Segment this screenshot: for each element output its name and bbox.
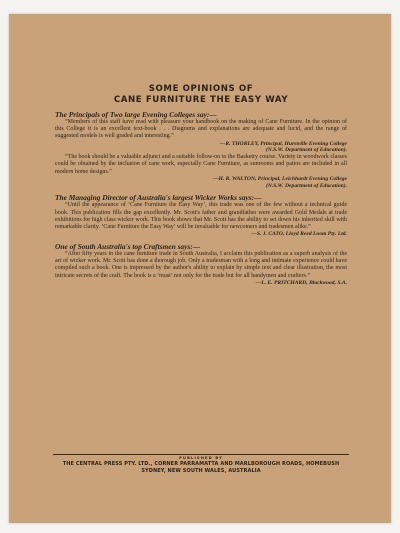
section-heading: One of South Australia's top Craftsmen says:— [55,242,201,252]
footer-divider [53,454,349,455]
quote-text: “Members of this staff have read with pleasure your handbook on the making of Cane Furniture. In the opinion of this College it is an excellent text-book . . . Diagrams and explanations are adequate and lucid, and the range of suggested models is well graded and interesting.” [55,119,347,140]
quote-attribution: —R. THORLEY, Principal, Hurstville Evening College [219,140,347,147]
published-by-label: PUBLISHED BY [179,456,223,460]
title-line-2: CANE FURNITURE THE EASY WAY [113,95,289,105]
quote-attribution-affiliation: (N.S.W. Department of Education). [265,147,347,154]
quote-attribution-affiliation: (N.S.W. Department of Education). [265,182,347,189]
opinions-content [55,84,347,287]
title-line-1: SOME OPINIONS OF [148,84,254,94]
quote-attribution: —H. R. WALTON, Principal, Leichhardt Evening College [212,175,347,182]
quote-attribution: —L. E. PRITCHARD, Blackwood, S.A. [255,279,347,286]
quote-text: “The book should be a valuable adjunct and a suitable follow-on to the Basketry course. Variety in woodwork classes could be obtained by the inclusion of cane work, especially Cane Furniture, as sunrooms and patios are included in all modern home designs.” [55,154,347,175]
section-heading: The Principals of Two large Evening Colleges say:— [55,110,217,119]
publisher-footer [53,454,349,474]
quote-text: “After fifty years in the cane furniture trade in South Australia, I acclaim this publication as a superb analysis of the art of wicker work. Mr. Scott has done a thorough job. Only a tradesman with a long and intimate experience could have compiled such a book. One is impressed by the author's ability to explain by simple text and clear illustration, the most intricate secrets of the craft. The book is a ‘must’ not only for the trade but for all handymen and crafters.” [55,251,347,279]
publisher-address-line-1: THE CENTRAL PRESS PTY. LTD., CORNER PARRAMATTA AND MARLBOROUGH ROADS, HOMEBUSH [62,461,340,467]
section-heading: The Managing Director of Australia's largest Wicker Works says:— [55,193,262,203]
book-back-cover [9,14,391,523]
page-title [55,84,347,106]
quote-text: “Until the appearance of ‘Cane Furniture the Easy Way’, this trade was one of the few without a technical guide book. This publication fills the gap excellently. Mr. Scott's father and grandfather were awarded Gold Medals at trade exhibitions for high class wicker work. This book shows that Mr. Scott has the ability to set down his inherited skill with remarkable clarity. ‘Cane Furniture the Easy Way’ will be invaluable for newcomers and tradesmen alike.” [55,202,347,231]
publisher-address-line-2: SYDNEY, NEW SOUTH WALES, AUSTRALIA [141,467,261,474]
quote-attribution: —S. J. CATO, Lloyd Reed Loom Pty. Ltd. [251,231,347,238]
